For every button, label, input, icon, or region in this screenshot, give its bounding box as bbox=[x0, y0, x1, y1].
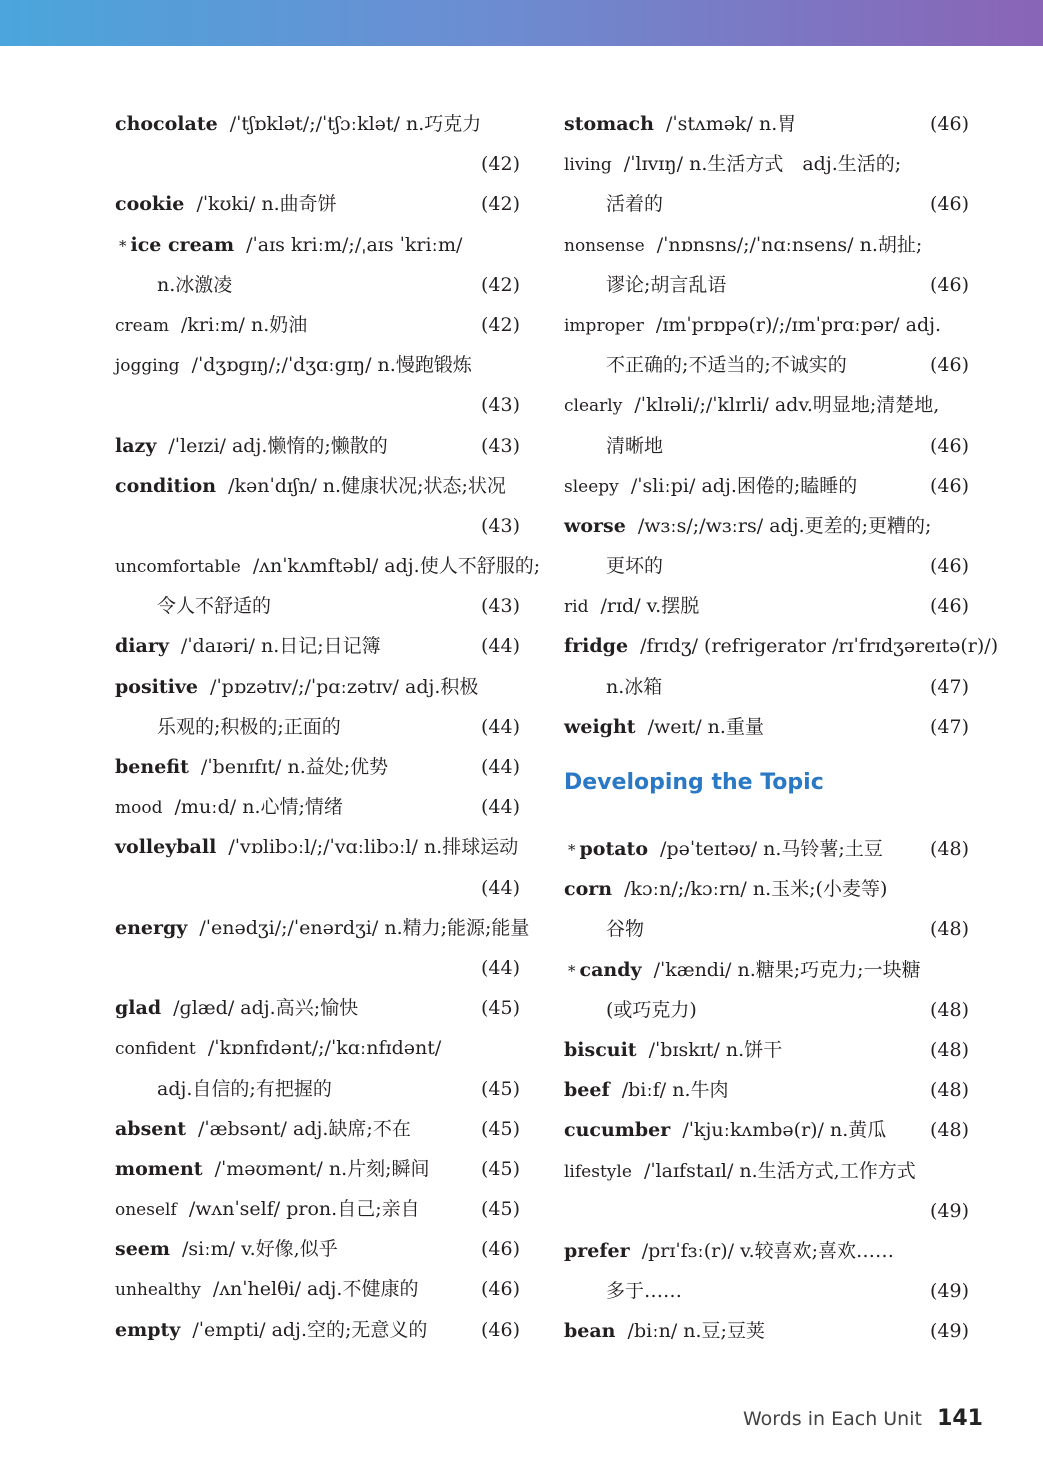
entry-continuation bbox=[564, 909, 969, 949]
vocabulary-entry bbox=[115, 225, 520, 265]
entry-continuation bbox=[564, 1191, 969, 1231]
page-reference: (46) bbox=[480, 1278, 520, 1301]
page-reference: (48) bbox=[929, 838, 969, 860]
definition: 不正确的;不适当的;不诚实的 bbox=[606, 354, 847, 377]
definition: n.健康状况;状态;状况 bbox=[322, 474, 506, 497]
page-reference: (44) bbox=[480, 956, 520, 979]
headword: cream bbox=[115, 315, 169, 336]
definition: n.巧克力 bbox=[405, 113, 482, 135]
pronunciation: /ˈvɒlibɔːl/;/ˈvɑːlibɔːl/ bbox=[228, 836, 418, 859]
headword: condition bbox=[115, 474, 217, 497]
definition: pron.自己;亲自 bbox=[286, 1198, 420, 1221]
definition: adj.缺席;不在 bbox=[293, 1117, 411, 1140]
page-reference: (46) bbox=[929, 555, 969, 578]
page-reference: (45) bbox=[480, 1117, 520, 1140]
entry-continuation bbox=[115, 385, 520, 425]
page-reference: (46) bbox=[480, 1318, 520, 1341]
vocabulary-entry bbox=[564, 869, 969, 909]
page-reference: (44) bbox=[480, 796, 520, 819]
definition: n.牛肉 bbox=[672, 1079, 729, 1102]
pronunciation: /ˈleɪzi/ bbox=[168, 434, 226, 457]
pronunciation: /ˈlaɪfstaɪl/ bbox=[643, 1159, 734, 1182]
pronunciation: /ˈempti/ bbox=[192, 1318, 266, 1341]
pronunciation: /ˈkɒnfɪdənt/;/ˈkɑːnfɪdənt/ bbox=[207, 1037, 442, 1060]
pronunciation: /ˈbɪskɪt/ bbox=[648, 1038, 720, 1061]
pronunciation: /ɪmˈprɒpə(r)/;/ɪmˈprɑːpər/ bbox=[655, 313, 900, 336]
vocabulary-entry bbox=[564, 626, 999, 666]
definition: n.排球运动 bbox=[423, 836, 519, 859]
vocabulary-entry bbox=[115, 747, 520, 787]
vocabulary-entry bbox=[115, 1229, 520, 1269]
page-reference: (43) bbox=[480, 394, 520, 417]
pronunciation: /pəˈteɪtəʊ/ bbox=[660, 838, 758, 860]
vocabulary-entry bbox=[115, 787, 520, 827]
headword: clearly bbox=[564, 396, 623, 417]
pronunciation: /biːf/ bbox=[621, 1079, 667, 1102]
definition: adj. bbox=[905, 313, 942, 336]
page-reference: (46) bbox=[929, 113, 969, 135]
section-heading: Developing the Topic bbox=[564, 770, 824, 795]
headword: diary bbox=[115, 635, 169, 658]
definition: n.心情;情绪 bbox=[242, 796, 343, 819]
pronunciation: /muːd/ bbox=[174, 796, 237, 819]
page-reference: (44) bbox=[480, 715, 520, 738]
vocabulary-entry bbox=[115, 667, 520, 707]
headword: biscuit bbox=[564, 1038, 637, 1061]
entry-continuation bbox=[564, 426, 969, 466]
vocabulary-entry bbox=[115, 827, 520, 867]
definition: adj.懒惰的;懒散的 bbox=[231, 434, 388, 457]
pronunciation: /ˈkjuːkʌmbə(r)/ bbox=[682, 1119, 824, 1142]
definition: adj.高兴;愉快 bbox=[240, 997, 359, 1020]
definition: n.重量 bbox=[707, 715, 764, 738]
definition: v.较喜欢;喜欢…… bbox=[740, 1239, 895, 1262]
vocabulary-entry bbox=[115, 345, 520, 385]
definition: 谬论;胡言乱语 bbox=[606, 273, 727, 296]
definition: n.生活方式 adj.生活的; bbox=[689, 153, 902, 176]
page-reference: (44) bbox=[480, 876, 520, 899]
entry-continuation bbox=[115, 707, 520, 747]
pronunciation: /ʌnˈkʌmftəbl/ bbox=[252, 555, 379, 578]
headword: nonsense bbox=[564, 235, 645, 256]
vocabulary-entry bbox=[564, 506, 969, 546]
definition: v.好像,似乎 bbox=[241, 1238, 338, 1261]
entry-continuation bbox=[564, 265, 969, 305]
vocabulary-entry bbox=[115, 1028, 520, 1068]
pronunciation: /kriːm/ bbox=[181, 313, 245, 336]
pronunciation: /ˈenədʒi/;/ˈenərdʒi/ bbox=[199, 916, 379, 939]
vocabulary-entry bbox=[115, 1310, 520, 1350]
page-reference: (48) bbox=[929, 1038, 969, 1061]
definition: n.胡扯; bbox=[859, 233, 923, 256]
vocabulary-entry bbox=[564, 466, 969, 506]
page-reference: (46) bbox=[480, 1238, 520, 1261]
headword: stomach bbox=[564, 113, 654, 135]
vocabulary-list-right-top bbox=[564, 104, 999, 747]
definition: 乐观的;积极的;正面的 bbox=[157, 715, 341, 738]
headword: worse bbox=[564, 514, 626, 537]
pronunciation: /ˈbenɪfɪt/ bbox=[200, 756, 282, 778]
pronunciation: /siːm/ bbox=[182, 1238, 236, 1261]
definition: n.益处;优势 bbox=[287, 756, 389, 778]
pronunciation: /ˈkʊki/ bbox=[196, 193, 256, 216]
definition: n.曲奇饼 bbox=[261, 193, 337, 216]
headword: mood bbox=[115, 798, 163, 819]
vocabulary-entry bbox=[115, 104, 520, 144]
definition: n.慢跑锻炼 bbox=[377, 354, 472, 377]
vocabulary-entry bbox=[115, 988, 520, 1028]
headword: corn bbox=[564, 878, 613, 901]
page-reference: (43) bbox=[480, 514, 520, 537]
page-reference: (49) bbox=[929, 1320, 969, 1343]
vocabulary-column-right bbox=[564, 104, 999, 1351]
headword: absent bbox=[115, 1117, 186, 1140]
definition: 令人不舒适的 bbox=[157, 595, 272, 618]
vocabulary-entry bbox=[564, 1070, 969, 1110]
entry-continuation bbox=[564, 667, 969, 707]
page-reference: (46) bbox=[929, 193, 969, 216]
definition: (refrigerator /rɪˈfrɪdʒəreɪtə(r)/) bbox=[704, 635, 999, 658]
entry-continuation bbox=[115, 1069, 520, 1109]
headword: uncomfortable bbox=[115, 557, 241, 578]
footer-title: Words in Each Unit bbox=[742, 1408, 922, 1430]
entry-continuation bbox=[115, 506, 520, 546]
vocabulary-entry bbox=[115, 626, 520, 666]
page-reference: (48) bbox=[929, 998, 969, 1021]
headword: benefit bbox=[115, 756, 189, 778]
definition: adj.困倦的;瞌睡的 bbox=[701, 474, 858, 497]
headword: positive bbox=[115, 675, 198, 698]
page-reference: (46) bbox=[929, 434, 969, 457]
headword: chocolate bbox=[115, 113, 218, 135]
vocabulary-entry bbox=[564, 1030, 969, 1070]
entry-continuation bbox=[564, 990, 969, 1030]
vocabulary-entry bbox=[564, 144, 969, 184]
page-reference: (47) bbox=[929, 675, 969, 698]
headword: rid bbox=[564, 597, 589, 618]
page-reference: (45) bbox=[480, 1077, 520, 1100]
vocabulary-entry bbox=[115, 908, 530, 948]
pronunciation: /weɪt/ bbox=[647, 715, 702, 738]
headword: cucumber bbox=[564, 1119, 671, 1142]
headword: unhealthy bbox=[115, 1280, 201, 1301]
vocabulary-entry bbox=[564, 305, 969, 345]
headword: jogging bbox=[115, 356, 180, 377]
headword: oneself bbox=[115, 1200, 177, 1221]
definition: 活着的 bbox=[606, 193, 664, 216]
pronunciation: /rɪd/ bbox=[600, 595, 641, 618]
page-reference: (45) bbox=[480, 997, 520, 1020]
entry-continuation bbox=[564, 345, 969, 385]
page-reference: (46) bbox=[929, 595, 969, 618]
page-reference: (42) bbox=[480, 273, 520, 296]
vocabulary-entry bbox=[564, 1110, 969, 1150]
definition: v.摆脱 bbox=[646, 595, 700, 618]
definition: n.片刻;瞬间 bbox=[328, 1157, 430, 1180]
page-reference: (42) bbox=[480, 153, 520, 176]
pronunciation: /prɪˈfɜː(r)/ bbox=[641, 1239, 735, 1262]
page-reference: (47) bbox=[929, 715, 969, 738]
headword: volleyball bbox=[115, 836, 217, 859]
pronunciation: /ˈdʒɒɡɪŋ/;/ˈdʒɑːɡɪŋ/ bbox=[191, 354, 372, 377]
headword: bean bbox=[564, 1320, 616, 1343]
definition: 清晰地 bbox=[606, 434, 664, 457]
definition: n.生活方式,工作方式 bbox=[739, 1159, 916, 1182]
vocabulary-list-right-bottom bbox=[564, 829, 969, 1351]
entry-continuation bbox=[564, 1271, 969, 1311]
pronunciation: /ˈaɪs kriːm/;/ˌaɪs ˈkriːm/ bbox=[246, 233, 463, 256]
pronunciation: /ˈæbsənt/ bbox=[198, 1117, 287, 1140]
page-reference: (49) bbox=[929, 1199, 969, 1222]
definition: adj.空的;无意义的 bbox=[271, 1318, 428, 1341]
page-reference: (48) bbox=[929, 918, 969, 941]
definition: adj.积极 bbox=[405, 675, 479, 698]
pronunciation: /ˈkændi/ bbox=[653, 958, 732, 981]
page-reference: (45) bbox=[480, 1198, 520, 1221]
vocabulary-entry bbox=[115, 426, 520, 466]
headword: ice cream bbox=[130, 233, 235, 256]
pronunciation: /ˈsliːpi/ bbox=[630, 474, 696, 497]
vocabulary-entry bbox=[564, 104, 969, 144]
vocabulary-entry bbox=[564, 950, 969, 990]
vocabulary-entry bbox=[115, 1269, 520, 1309]
headword: glad bbox=[115, 997, 162, 1020]
vocabulary-entry bbox=[564, 1311, 969, 1351]
pronunciation: /biːn/ bbox=[627, 1320, 678, 1343]
vocabulary-entry bbox=[564, 707, 969, 747]
headword: moment bbox=[115, 1157, 203, 1180]
headword: confident bbox=[115, 1039, 196, 1060]
pronunciation: /wɜːs/;/wɜːrs/ bbox=[637, 514, 764, 537]
pronunciation: /ˈstʌmək/ bbox=[666, 113, 753, 135]
vocabulary-entry bbox=[115, 305, 520, 345]
page-reference: (48) bbox=[929, 1119, 969, 1142]
vocabulary-entry bbox=[564, 586, 969, 626]
definition: n.马铃薯;土豆 bbox=[763, 838, 883, 860]
definition: adj.使人不舒服的; bbox=[384, 555, 541, 578]
vocabulary-entry bbox=[115, 184, 520, 224]
definition: 谷物 bbox=[606, 918, 645, 941]
definition: adv.明显地;清楚地, bbox=[774, 394, 940, 417]
vocabulary-entry bbox=[115, 546, 541, 586]
page-reference: (46) bbox=[929, 474, 969, 497]
vocabulary-entry bbox=[564, 1151, 969, 1191]
page-reference: (44) bbox=[480, 635, 520, 658]
pronunciation: /ʌnˈhelθi/ bbox=[212, 1278, 301, 1301]
headword: lifestyle bbox=[564, 1161, 632, 1182]
pronunciation: /ˈtʃɒklət/;/ˈtʃɔːklət/ bbox=[229, 113, 400, 135]
vocabulary-entry bbox=[115, 466, 520, 506]
pronunciation: /kɔːn/;/kɔːrn/ bbox=[624, 878, 747, 901]
page-reference: (45) bbox=[480, 1157, 520, 1180]
page-footer bbox=[743, 1403, 983, 1435]
pronunciation: /wʌnˈself/ bbox=[188, 1198, 281, 1221]
definition: n.冰激凌 bbox=[157, 273, 233, 296]
page-reference: (46) bbox=[929, 354, 969, 377]
vocabulary-column-left bbox=[115, 104, 541, 1350]
page-reference: (44) bbox=[480, 756, 520, 778]
entry-continuation bbox=[564, 546, 969, 586]
vocabulary-entry bbox=[564, 225, 969, 265]
headword: sleepy bbox=[564, 476, 619, 497]
entry-continuation bbox=[115, 586, 520, 626]
pronunciation: /kənˈdɪʃn/ bbox=[228, 474, 317, 497]
pronunciation: /frɪdʒ/ bbox=[640, 635, 698, 658]
vocabulary-entry bbox=[564, 829, 969, 869]
optional-marker: * bbox=[568, 961, 576, 980]
definition: adj.自信的;有把握的 bbox=[157, 1077, 332, 1100]
definition: n.黄瓜 bbox=[830, 1119, 887, 1142]
definition: n.精力;能源;能量 bbox=[384, 916, 530, 939]
headword: empty bbox=[115, 1318, 181, 1341]
headword: improper bbox=[564, 315, 644, 336]
definition: adj.不健康的 bbox=[307, 1278, 419, 1301]
entry-continuation bbox=[115, 868, 520, 908]
page-reference: (49) bbox=[929, 1280, 969, 1303]
definition: n.玉米;(小麦等) bbox=[752, 878, 888, 901]
vocabulary-entry bbox=[115, 1149, 520, 1189]
headword: prefer bbox=[564, 1239, 630, 1262]
pronunciation: /ɡlæd/ bbox=[173, 997, 235, 1020]
definition: 更坏的 bbox=[606, 555, 664, 578]
page-reference: (43) bbox=[480, 434, 520, 457]
definition: adj.更差的;更糟的; bbox=[769, 514, 932, 537]
headword: weight bbox=[564, 715, 636, 738]
headword: fridge bbox=[564, 635, 629, 658]
pronunciation: /ˈməʊmənt/ bbox=[214, 1157, 323, 1180]
definition: 多于…… bbox=[606, 1280, 683, 1303]
vocabulary-entry bbox=[564, 1231, 969, 1271]
page-reference: (46) bbox=[929, 273, 969, 296]
pronunciation: /ˈdaɪəri/ bbox=[180, 635, 255, 658]
optional-marker: * bbox=[568, 841, 576, 859]
headword: energy bbox=[115, 916, 188, 939]
entry-continuation bbox=[564, 184, 969, 224]
definition: n.日记;日记簿 bbox=[260, 635, 381, 658]
headword: lazy bbox=[115, 434, 157, 457]
headword: seem bbox=[115, 1238, 170, 1261]
definition: n.饼干 bbox=[725, 1038, 783, 1061]
pronunciation: /ˈlɪvɪŋ/ bbox=[623, 153, 684, 176]
entry-continuation bbox=[115, 144, 520, 184]
page-reference: (42) bbox=[480, 193, 520, 216]
pronunciation: /ˈnɒnsns/;/ˈnɑːnsens/ bbox=[656, 233, 854, 256]
page-reference: (43) bbox=[480, 595, 520, 618]
definition: n.豆;豆荚 bbox=[683, 1320, 765, 1343]
pronunciation: /ˈklɪəli/;/ˈklɪrli/ bbox=[634, 394, 769, 417]
headword: potato bbox=[579, 838, 648, 860]
entry-continuation bbox=[115, 948, 520, 988]
definition: n.冰箱 bbox=[606, 675, 663, 698]
vocabulary-entry bbox=[115, 1189, 520, 1229]
page-number: 141 bbox=[937, 1406, 983, 1431]
definition: n.胃 bbox=[758, 113, 797, 135]
entry-continuation bbox=[115, 265, 520, 305]
page-reference: (42) bbox=[480, 313, 520, 336]
pronunciation: /ˈpɒzətɪv/;/ˈpɑːzətɪv/ bbox=[210, 675, 399, 698]
definition: n.糖果;巧克力;一块糖 bbox=[737, 958, 921, 981]
header-color-band bbox=[0, 0, 1043, 46]
page-reference: (48) bbox=[929, 1079, 969, 1102]
vocabulary-entry bbox=[564, 385, 969, 425]
optional-marker: * bbox=[119, 236, 127, 255]
headword: candy bbox=[579, 958, 642, 981]
headword: cookie bbox=[115, 193, 185, 216]
vocabulary-entry bbox=[115, 1109, 520, 1149]
definition: n.奶油 bbox=[250, 313, 308, 336]
definition: (或巧克力) bbox=[606, 998, 697, 1021]
headword: beef bbox=[564, 1079, 610, 1102]
headword: living bbox=[564, 155, 612, 176]
